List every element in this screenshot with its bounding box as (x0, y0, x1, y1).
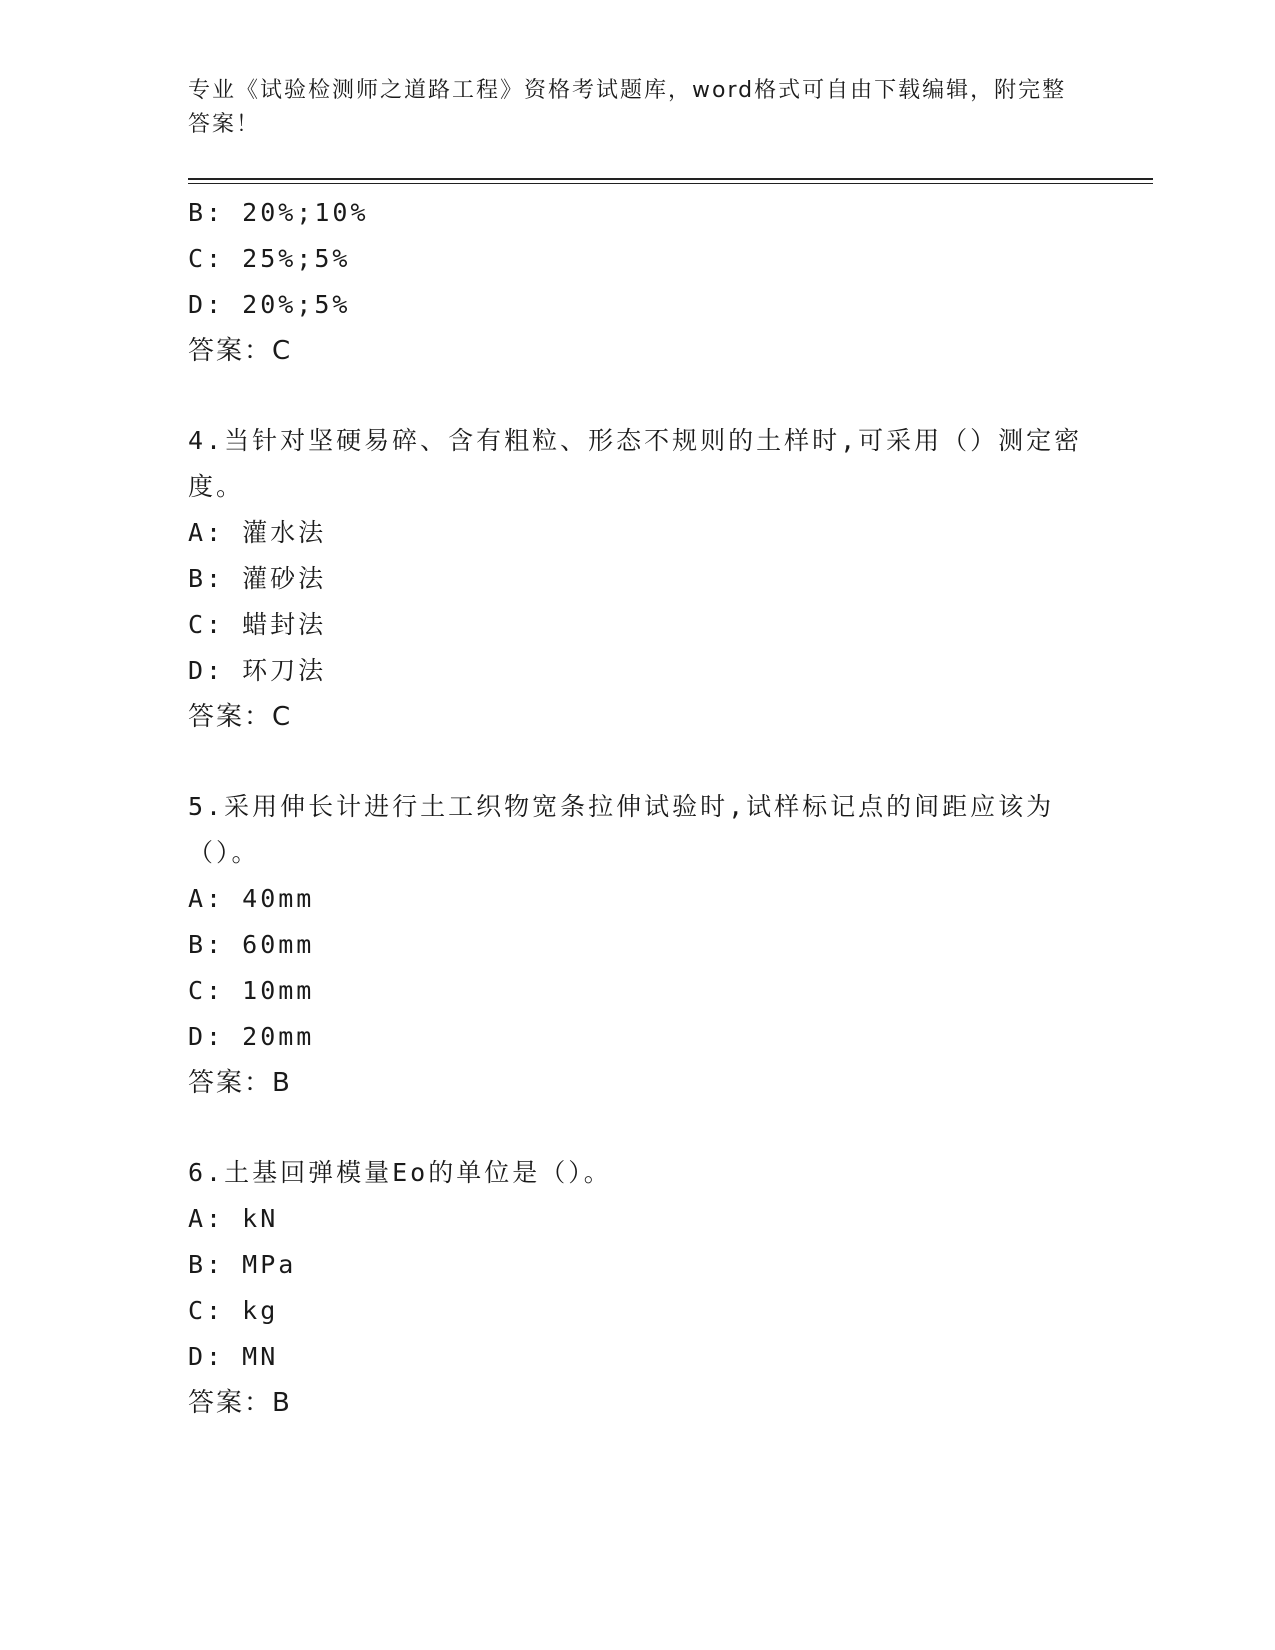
header-rule-thick (188, 178, 1153, 180)
option-c: C: kg (188, 1296, 279, 1325)
question-text: 5.采用伸长计进行土工织物宽条拉伸试验时,试样标记点的间距应该为（）。 (188, 792, 1055, 867)
question-text: 4.当针对坚硬易碎、含有粗粒、形态不规则的土样时,可采用（）测定密度。 (188, 426, 1083, 501)
option-a: A: 40mm (188, 884, 315, 913)
option-c: C: 10mm (188, 976, 315, 1005)
spacer (188, 374, 1088, 418)
answer-line: 答案：B (188, 1388, 292, 1418)
option-c: C: 25%;5% (188, 244, 351, 273)
question-3-continued (188, 190, 1088, 374)
question-text: 6.土基回弹模量Eo的单位是（）。 (188, 1158, 612, 1187)
answer-line: 答案：C (188, 702, 293, 732)
option-d: D: MN (188, 1342, 279, 1371)
answer-line: 答案：B (188, 1068, 292, 1098)
answer-line: 答案：C (188, 336, 293, 366)
question-6 (188, 1150, 1088, 1426)
question-4 (188, 418, 1088, 740)
option-a: A: 灌水法 (188, 518, 327, 547)
option-a: A: kN (188, 1204, 279, 1233)
option-d: D: 20%;5% (188, 290, 351, 319)
option-b: B: 60mm (188, 930, 315, 959)
option-b: B: 灌砂法 (188, 564, 327, 593)
question-list (188, 190, 1088, 1426)
document-header: 专业《试验检测师之道路工程》资格考试题库，word格式可自由下载编辑，附完整答案！ (188, 78, 1067, 137)
question-5 (188, 784, 1088, 1106)
spacer (188, 740, 1088, 784)
option-d: D: 20mm (188, 1022, 315, 1051)
option-d: D: 环刀法 (188, 656, 327, 685)
option-b: B: 20%;10% (188, 198, 369, 227)
spacer (188, 1106, 1088, 1150)
option-c: C: 蜡封法 (188, 610, 327, 639)
option-b: B: MPa (188, 1250, 297, 1279)
header-rule-thin (188, 183, 1153, 184)
